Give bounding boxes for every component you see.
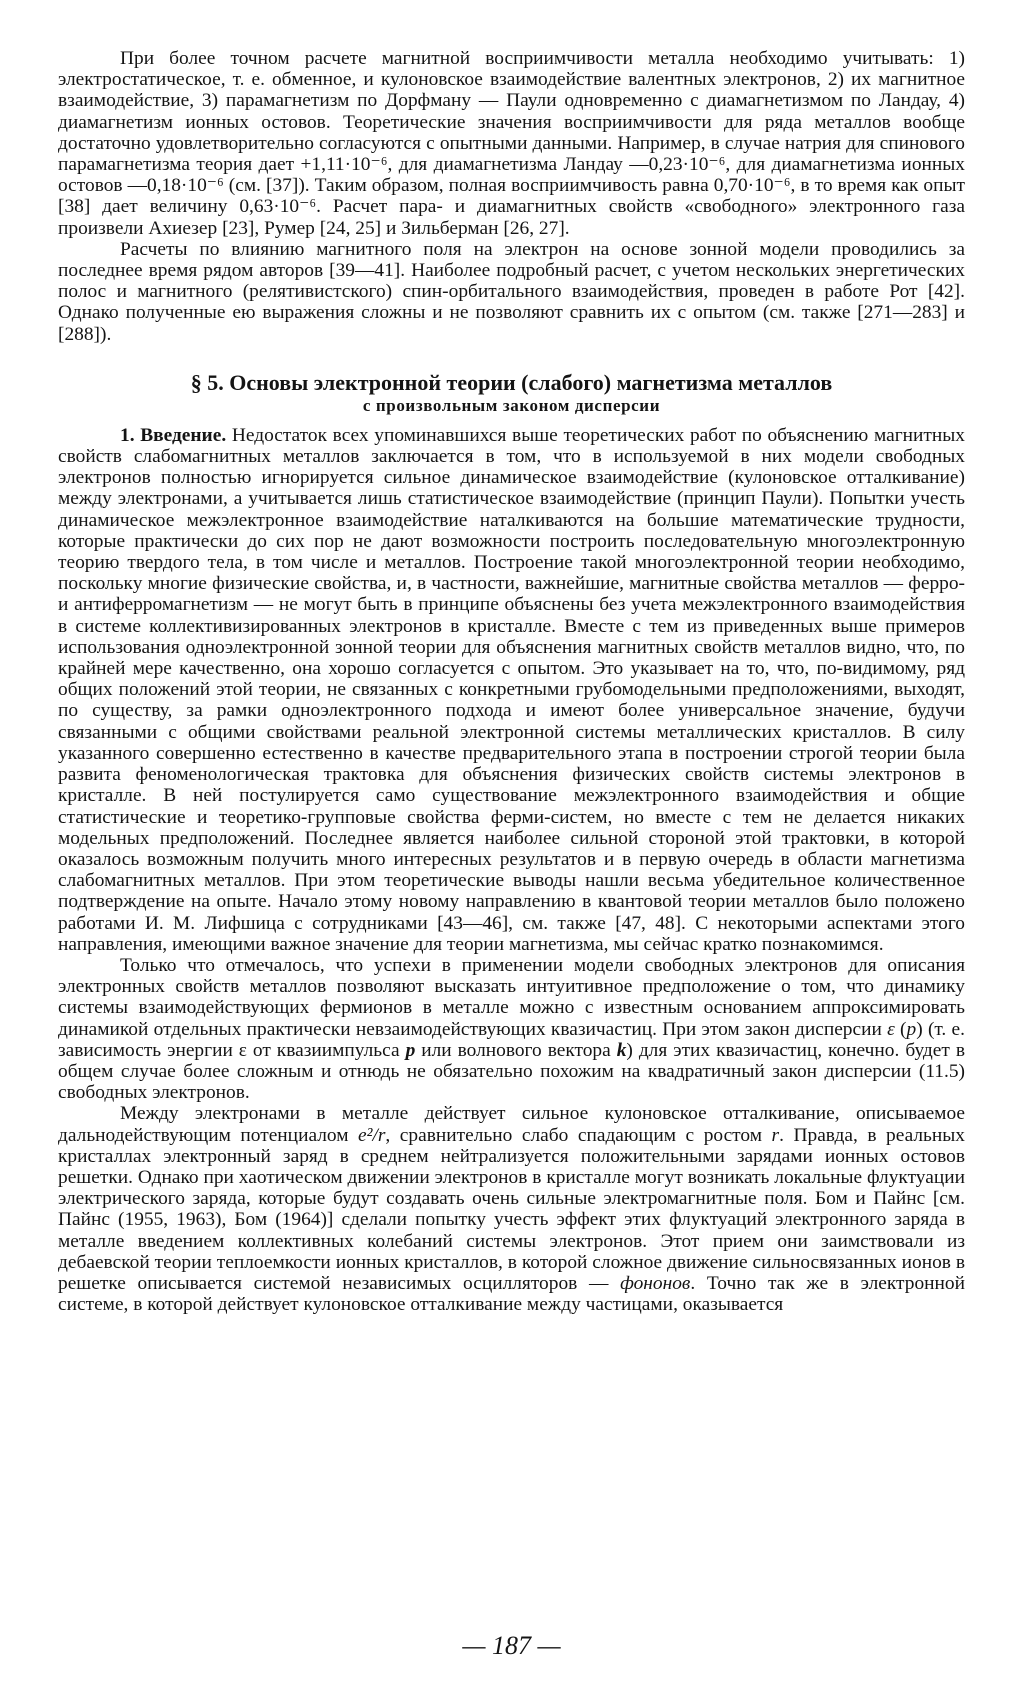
quasi-momentum-symbol: p bbox=[405, 1039, 416, 1061]
momentum-symbol: p bbox=[906, 1018, 917, 1040]
intro-paragraph-2: Расчеты по влиянию магнитного поля на электрон на основе зонной модели проводились за последнее время рядом авторов [39—41]. Наиболее подробный расчет, с учетом нескольких энергетических полос и магнитного (релятивистского) спин-орбитального взаимодействия, проведен в работе Рот [42]. Однако полученные ею выражения сложны и не позволяют сравнить их с опытом (см. также [271—283] и [288]). bbox=[58, 238, 965, 345]
section-title: § 5. Основы электронной теории (слабого) магнетизма металлов bbox=[190, 369, 833, 395]
page-number: — 187 — bbox=[462, 1631, 561, 1660]
distance-symbol: r bbox=[771, 1124, 780, 1146]
epsilon-symbol: ε bbox=[887, 1018, 895, 1040]
potential-formula: e²/r bbox=[358, 1124, 386, 1146]
intro-paragraph-1: При более точном расчете магнитной восприимчивости металла необходимо учитывать: 1) электростатическое, т. е. обменное, и кулоновское взаимодействие валентных электронов, 2) их магнитное взаимодействие, 3) парамагнетизм по Дорфману — Паули одновременно с диамагнетизмом по Ландау, 4) диамагнетизм ионных остовов. Теоретические значения восприимчивости для ряда металлов вообще достаточно удовлетворительно согласуются с опытными данными. Например, в случае натрия для спинового парамагнетизма теория дает +1,11·10⁻⁶, для диамагнетизма Ландау —0,23·10⁻⁶, для диамагнетизма ионных остовов —0,18·10⁻⁶ (см. [37]). Таким образом, полная восприимчивость равна 0,70·10⁻⁶, в то время как опыт [38] дает величину 0,63·10⁻⁶. Расчет пара- и диамагнитных свойств «свободного» электронного газа произвели Ахиезер [23], Румер [24, 25] и Зильберман [26, 27]. bbox=[58, 48, 965, 239]
wave-vector-symbol: k bbox=[616, 1039, 627, 1061]
section-paragraph-1 bbox=[58, 425, 965, 955]
book-page bbox=[58, 48, 965, 1660]
subsection-heading: 1. Введение. bbox=[120, 424, 227, 446]
section-paragraph-1-body: Недостаток всех упоминавшихся выше теоретических работ по объяснению магнитных свойств слабомагнитных металлов заключается в том, что в используемой в них модели свободных электронов полностью игнорируется сильное динамическое взаимодействие (кулоновское отталкивание) между электронами, а учитывается лишь статистическое взаимодействие (принцип Паули). Попытки учесть динамическое межэлектронное взаимодействие наталкиваются на большие математические трудности, которые практически до сих пор не дают возможности построить последовательную многоэлектронную теорию твердого тела, в том числе и металлов. Построение такой многоэлектронной теории необходимо, поскольку многие физические свойства, и, в частности, важнейшие, магнитные свойства металлов — ферро- и антиферромагнетизм — не могут быть в принципе объяснены без учета межэлектронного взаимодействия в системе коллективизированных электронов в кристалле. Вместе с тем из приведенных выше примеров использования одноэлектронной зонной теории для объяснения магнитных свойств металлов видно, что, по крайней мере качественно, она хорошо согласуется с опытом. Это указывает на то, что, по-видимому, ряд общих положений этой теории, не связанных с конкретными грубомодельными предположениями, выходят, по существу, за рамки одноэлектронного подхода и имеют более универсальное значение, будучи связанными с общими свойствами реальной электронной системы металлических кристаллов. В силу указанного совершенно естественно в качестве предварительного этапа в построении строгой теории была развита феноменологическая трактовка для объяснения физических свойств системы электронов в кристалле. В ней постулируется само существование межэлектронного взаимодействия и общие статистические и теоретико-групповые свойства ферми-систем, но вместе с тем не делается никаких модельных предположений. Последнее является наиболее сильной стороной этой трактовки, в которой оказалось возможным получить много интересных результатов и в первую очередь в области магнетизма слабомагнитных металлов. При этом теоретические выводы нашли весьма убедительное количественное подтверждение на опыте. Начало этому новому направлению в квантовой теории металлов было положено работами И. М. Лифшица с сотрудниками [43—46], см. также [47, 48]. С некоторыми аспектами этого направления, имеющими важное значение для теории магнетизма, мы сейчас кратко познакомимся. bbox=[58, 424, 965, 955]
section-paragraph-3: Между электронами в металле действует сильное кулоновское отталкивание, описываемое дальнодействующим потенциалом e²/r, сравнительно слабо спадающим с ростом r. Правда, в реальных кристаллах электронный заряд в среднем нейтрализуется положительными зарядами ионных остовов решетки. Однако при хаотическом движении электронов в кристалле могут возникать локальные флуктуации электрического заряда, которые будут создавать очень сильные электромагнитные поля. Бом и Пайнс [см. Пайнс (1955, 1963), Бом (1964)] сделали попытку учесть эффект этих флуктуаций электронного заряда в металле введением коллективных колебаний системы электронов. Этот прием они заимствовали из дебаевской теории теплоемкости ионных кристаллов, в которой сложное движение сильносвязанных ионов в решетке описывается системой независимых осцилляторов — фононов. Точно так же в электронной системе, в которой действует кулоновское отталкивание между частицами, оказывается bbox=[58, 1103, 965, 1316]
section-paragraph-2: Только что отмечалось, что успехи в применении модели свободных электронов для описания электронных свойств металлов позволяют высказать интуитивное предположение о том, что динамику системы взаимодействующих фермионов в металле можно с известным основанием аппроксимировать динамикой отдельных практически невзаимодействующих квазичастиц. При этом закон дисперсии ε (p) (т. е. зависимость энергии ε от квазиимпульса p или волнового вектора k) для этих квазичастиц, конечно. будет в общем случае более сложным и отнюдь не обязательно похожим на квадратичный закон дисперсии (11.5) свободных электронов. bbox=[58, 954, 965, 1104]
section-subtitle: с произвольным законом дисперсии bbox=[362, 395, 661, 415]
phonons-term: фононов bbox=[620, 1272, 691, 1294]
